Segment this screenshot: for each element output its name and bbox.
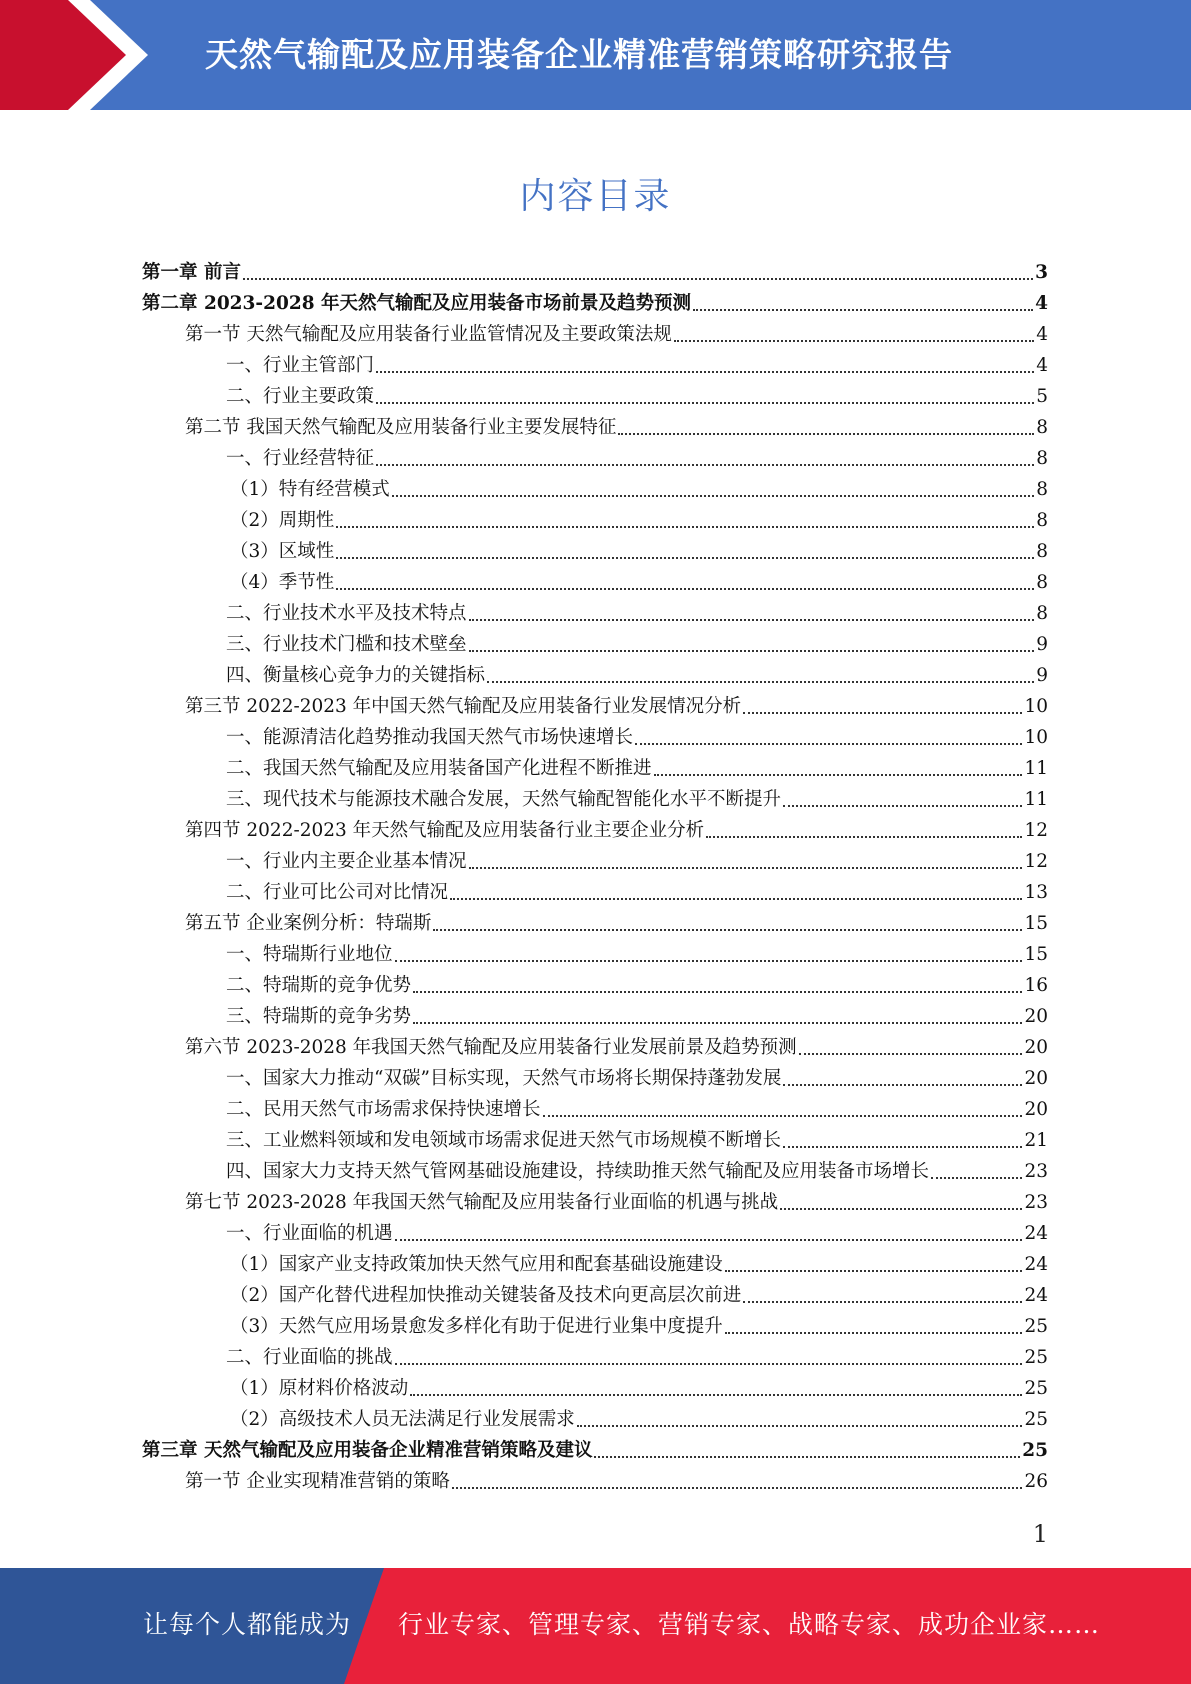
toc-entry[interactable] xyxy=(226,1060,1048,1091)
toc-entry[interactable] xyxy=(230,533,1048,564)
toc-entry-title: （1）国家产业支持政策加快天然气应用和配套基础设施建设 xyxy=(230,1254,723,1275)
toc-entry-title: 三、特瑞斯的竞争劣势 xyxy=(226,1006,412,1027)
toc-dot-leader xyxy=(594,1456,1020,1458)
toc-dot-leader xyxy=(783,805,1022,807)
toc-entry-title: 第二节 我国天然气输配及应用装备行业主要发展特征 xyxy=(185,417,617,438)
toc-entry[interactable] xyxy=(226,781,1048,812)
toc-dot-leader xyxy=(392,495,1034,497)
toc-heading: 内容目录 xyxy=(519,176,672,217)
toc-entry-page: 8 xyxy=(1036,417,1048,438)
toc-entry-title: 二、我国天然气输配及应用装备国产化进程不断推进 xyxy=(226,758,652,779)
toc-entry-title: （3）天然气应用场景愈发多样化有助于促进行业集中度提升 xyxy=(230,1316,723,1337)
toc-entry[interactable] xyxy=(226,750,1048,781)
toc-dot-leader xyxy=(618,433,1034,435)
toc-entry[interactable] xyxy=(226,595,1048,626)
toc-dot-leader xyxy=(725,1332,1023,1334)
toc-entry[interactable] xyxy=(185,316,1048,347)
toc-dot-leader xyxy=(376,371,1034,373)
toc-entry-title: 第七节 2023-2028 年我国天然气输配及应用装备行业面临的机遇与挑战 xyxy=(185,1192,779,1213)
toc-entry-page: 9 xyxy=(1036,665,1048,686)
toc-entry-title: 一、能源清洁化趋势推动我国天然气市场快速增长 xyxy=(226,727,634,748)
toc-entry-page: 3 xyxy=(1035,262,1048,283)
toc-entry[interactable] xyxy=(226,1215,1048,1246)
toc-dot-leader xyxy=(243,278,1033,280)
toc-dot-leader xyxy=(452,1487,1023,1489)
toc-entry-page: 20 xyxy=(1024,1006,1048,1027)
toc-entry-title: 第三章 天然气输配及应用装备企业精准营销策略及建议 xyxy=(142,1440,593,1461)
toc-entry-page: 12 xyxy=(1024,820,1048,841)
toc-entry-page: 20 xyxy=(1024,1037,1048,1058)
toc-dot-leader xyxy=(743,712,1022,714)
toc-dot-leader xyxy=(693,309,1033,311)
toc-dot-leader xyxy=(336,557,1034,559)
toc-entry-title: （2）高级技术人员无法满足行业发展需求 xyxy=(230,1409,575,1430)
toc-entry-title: 第五节 企业案例分析：特瑞斯 xyxy=(185,913,432,934)
toc-entry-page: 4 xyxy=(1036,355,1048,376)
toc-entry-title: （2）国产化替代进程加快推动关键装备及技术向更高层次前进 xyxy=(230,1285,742,1306)
toc-entry[interactable] xyxy=(230,1308,1048,1339)
header-banner xyxy=(0,0,1191,110)
toc-entry[interactable] xyxy=(226,1091,1048,1122)
toc-entry-page: 8 xyxy=(1036,479,1048,500)
toc-entry-page: 20 xyxy=(1024,1068,1048,1089)
toc-entry-page: 11 xyxy=(1024,789,1048,810)
toc-entry[interactable] xyxy=(226,378,1048,409)
toc-entry[interactable] xyxy=(142,254,1048,285)
toc-entry-title: 一、特瑞斯行业地位 xyxy=(226,944,393,965)
toc-dot-leader xyxy=(799,1053,1023,1055)
toc-entry-page: 25 xyxy=(1024,1378,1048,1399)
toc-dot-leader xyxy=(395,1239,1023,1241)
toc-entry[interactable] xyxy=(230,1277,1048,1308)
toc-dot-leader xyxy=(780,1208,1022,1210)
toc-entry[interactable] xyxy=(226,936,1048,967)
toc-entry[interactable] xyxy=(230,471,1048,502)
toc-entry-title: 二、行业主要政策 xyxy=(226,386,375,407)
toc-entry-page: 10 xyxy=(1024,727,1048,748)
toc-entry[interactable] xyxy=(226,626,1048,657)
toc-dot-leader xyxy=(706,836,1022,838)
toc-dot-leader xyxy=(413,1022,1022,1024)
toc-dot-leader xyxy=(433,929,1022,931)
toc-dot-leader xyxy=(376,402,1034,404)
toc-entry-page: 25 xyxy=(1024,1316,1048,1337)
page-number: 1 xyxy=(1032,1520,1048,1548)
toc-dot-leader xyxy=(783,1146,1022,1148)
toc-entry-title: 一、行业面临的机遇 xyxy=(226,1223,393,1244)
toc-entry-title: 第六节 2023-2028 年我国天然气输配及应用装备行业发展前景及趋势预测 xyxy=(185,1037,797,1058)
toc-dot-leader xyxy=(725,1270,1023,1272)
toc-entry-page: 16 xyxy=(1024,975,1048,996)
toc-dot-leader xyxy=(410,1394,1022,1396)
toc-entry[interactable] xyxy=(226,1339,1048,1370)
toc-dot-leader xyxy=(635,743,1022,745)
toc-entry-page: 24 xyxy=(1024,1285,1048,1306)
toc-entry-title: 三、工业燃料领域和发电领域市场需求促进天然气市场规模不断增长 xyxy=(226,1130,782,1151)
toc-entry[interactable] xyxy=(185,812,1048,843)
toc-entry[interactable] xyxy=(226,347,1048,378)
toc-entry-page: 15 xyxy=(1024,913,1048,934)
toc-entry-title: 一、行业内主要企业基本情况 xyxy=(226,851,467,872)
toc-entry-title: 一、国家大力推动“双碳”目标实现，天然气市场将长期保持蓬勃发展 xyxy=(226,1068,782,1089)
toc-dot-leader xyxy=(931,1177,1022,1179)
toc-entry[interactable] xyxy=(185,1029,1048,1060)
toc-entry-title: 第一节 天然气输配及应用装备行业监管情况及主要政策法规 xyxy=(185,324,672,345)
toc-entry[interactable] xyxy=(185,688,1048,719)
toc-dot-leader xyxy=(450,898,1022,900)
toc-entry-page: 4 xyxy=(1036,324,1048,345)
toc-entry-page: 24 xyxy=(1024,1223,1048,1244)
toc-entry-page: 23 xyxy=(1024,1192,1048,1213)
toc-entry-page: 8 xyxy=(1036,572,1048,593)
toc-entry-title: 第二章 2023-2028 年天然气输配及应用装备市场前景及趋势预测 xyxy=(142,293,692,314)
toc-entry[interactable] xyxy=(226,719,1048,750)
toc-entry-page: 25 xyxy=(1024,1409,1048,1430)
toc-entry-page: 5 xyxy=(1036,386,1048,407)
toc-entry-page: 21 xyxy=(1024,1130,1048,1151)
toc-entry[interactable] xyxy=(226,967,1048,998)
toc-dot-leader xyxy=(413,991,1022,993)
toc-entry-title: 四、衡量核心竞争力的关键指标 xyxy=(226,665,486,686)
toc-entry[interactable] xyxy=(226,1153,1048,1184)
toc-entry-page: 8 xyxy=(1036,541,1048,562)
toc-entry-page: 10 xyxy=(1024,696,1048,717)
footer-slogan-right: 行业专家、管理专家、营销专家、战略专家、成功企业家…… xyxy=(398,1610,1101,1639)
toc-entry-title: （3）区域性 xyxy=(230,541,335,562)
toc-entry-page: 26 xyxy=(1024,1471,1048,1492)
toc-entry[interactable] xyxy=(226,843,1048,874)
toc-entry[interactable] xyxy=(230,1370,1048,1401)
toc-entry-title: （1）特有经营模式 xyxy=(230,479,390,500)
toc-entry-title: 一、行业经营特征 xyxy=(226,448,375,469)
toc-dot-leader xyxy=(487,681,1034,683)
toc-entry[interactable] xyxy=(226,657,1048,688)
toc-entry-title: 第三节 2022-2023 年中国天然气输配及应用装备行业发展情况分析 xyxy=(185,696,742,717)
toc-entry-title: 二、特瑞斯的竞争优势 xyxy=(226,975,412,996)
toc-entry[interactable] xyxy=(142,285,1048,316)
toc-entry-page: 24 xyxy=(1024,1254,1048,1275)
toc-entry[interactable] xyxy=(230,1246,1048,1277)
toc-entry-page: 8 xyxy=(1036,603,1048,624)
report-title: 天然气输配及应用装备企业精准营销策略研究报告 xyxy=(205,35,953,74)
toc-dot-leader xyxy=(336,588,1034,590)
toc-dot-leader xyxy=(577,1425,1023,1427)
toc-entry-title: 四、国家大力支持天然气管网基础设施建设，持续助推天然气输配及应用装备市场增长 xyxy=(226,1161,930,1182)
toc-dot-leader xyxy=(743,1301,1022,1303)
toc-entry-page: 23 xyxy=(1024,1161,1048,1182)
toc-entry[interactable] xyxy=(226,1122,1048,1153)
toc-entry[interactable] xyxy=(230,502,1048,533)
toc-entry-page: 4 xyxy=(1035,293,1048,314)
toc-entry-title: 二、行业面临的挑战 xyxy=(226,1347,393,1368)
toc-entry-title: 第四节 2022-2023 年天然气输配及应用装备行业主要企业分析 xyxy=(185,820,705,841)
toc-entry[interactable] xyxy=(226,440,1048,471)
toc-entry-page: 25 xyxy=(1024,1347,1048,1368)
toc-entry-title: 一、行业主管部门 xyxy=(226,355,375,376)
toc-entry-title: 第一章 前言 xyxy=(142,262,241,283)
toc-dot-leader xyxy=(469,619,1035,621)
toc-entry-page: 25 xyxy=(1022,1440,1048,1461)
toc-entry[interactable] xyxy=(185,1184,1048,1215)
toc-entry[interactable] xyxy=(142,1432,1048,1463)
toc-entry-page: 9 xyxy=(1036,634,1048,655)
toc-entry[interactable] xyxy=(226,874,1048,905)
toc-entry-title: 第一节 企业实现精准营销的策略 xyxy=(185,1471,450,1492)
toc-entry[interactable] xyxy=(230,564,1048,595)
toc-entry-page: 8 xyxy=(1036,448,1048,469)
toc-dot-leader xyxy=(395,1363,1023,1365)
toc-entry-page: 12 xyxy=(1024,851,1048,872)
toc-dot-leader xyxy=(395,960,1023,962)
toc-entry-page: 11 xyxy=(1024,758,1048,779)
toc-dot-leader xyxy=(783,1084,1022,1086)
toc-entry-title: 二、民用天然气市场需求保持快速增长 xyxy=(226,1099,541,1120)
toc-entry-title: 三、行业技术门槛和技术壁垒 xyxy=(226,634,467,655)
toc-entry-title: 三、现代技术与能源技术融合发展，天然气输配智能化水平不断提升 xyxy=(226,789,782,810)
toc-entry-page: 13 xyxy=(1024,882,1048,903)
toc-dot-leader xyxy=(654,774,1023,776)
toc-dot-leader xyxy=(376,464,1034,466)
toc-dot-leader xyxy=(469,867,1023,869)
footer-slogan-left: 让每个人都能成为 xyxy=(143,1610,352,1639)
toc-entry-title: （2）周期性 xyxy=(230,510,335,531)
toc-entry-title: （4）季节性 xyxy=(230,572,335,593)
footer-banner xyxy=(0,1568,1191,1684)
toc-dot-leader xyxy=(336,526,1034,528)
toc-entry-page: 8 xyxy=(1036,510,1048,531)
toc-entry-title: （1）原材料价格波动 xyxy=(230,1378,409,1399)
toc-entry[interactable] xyxy=(185,1463,1048,1494)
toc-entry[interactable] xyxy=(226,998,1048,1029)
toc-entry-title: 二、行业技术水平及技术特点 xyxy=(226,603,467,624)
toc-dot-leader xyxy=(674,340,1034,342)
toc-entry-title: 二、行业可比公司对比情况 xyxy=(226,882,449,903)
toc-entry-page: 20 xyxy=(1024,1099,1048,1120)
toc-dot-leader xyxy=(469,650,1035,652)
toc-entry[interactable] xyxy=(185,409,1048,440)
toc-entry-page: 15 xyxy=(1024,944,1048,965)
toc-entry[interactable] xyxy=(185,905,1048,936)
toc-entry[interactable] xyxy=(230,1401,1048,1432)
toc-dot-leader xyxy=(543,1115,1023,1117)
